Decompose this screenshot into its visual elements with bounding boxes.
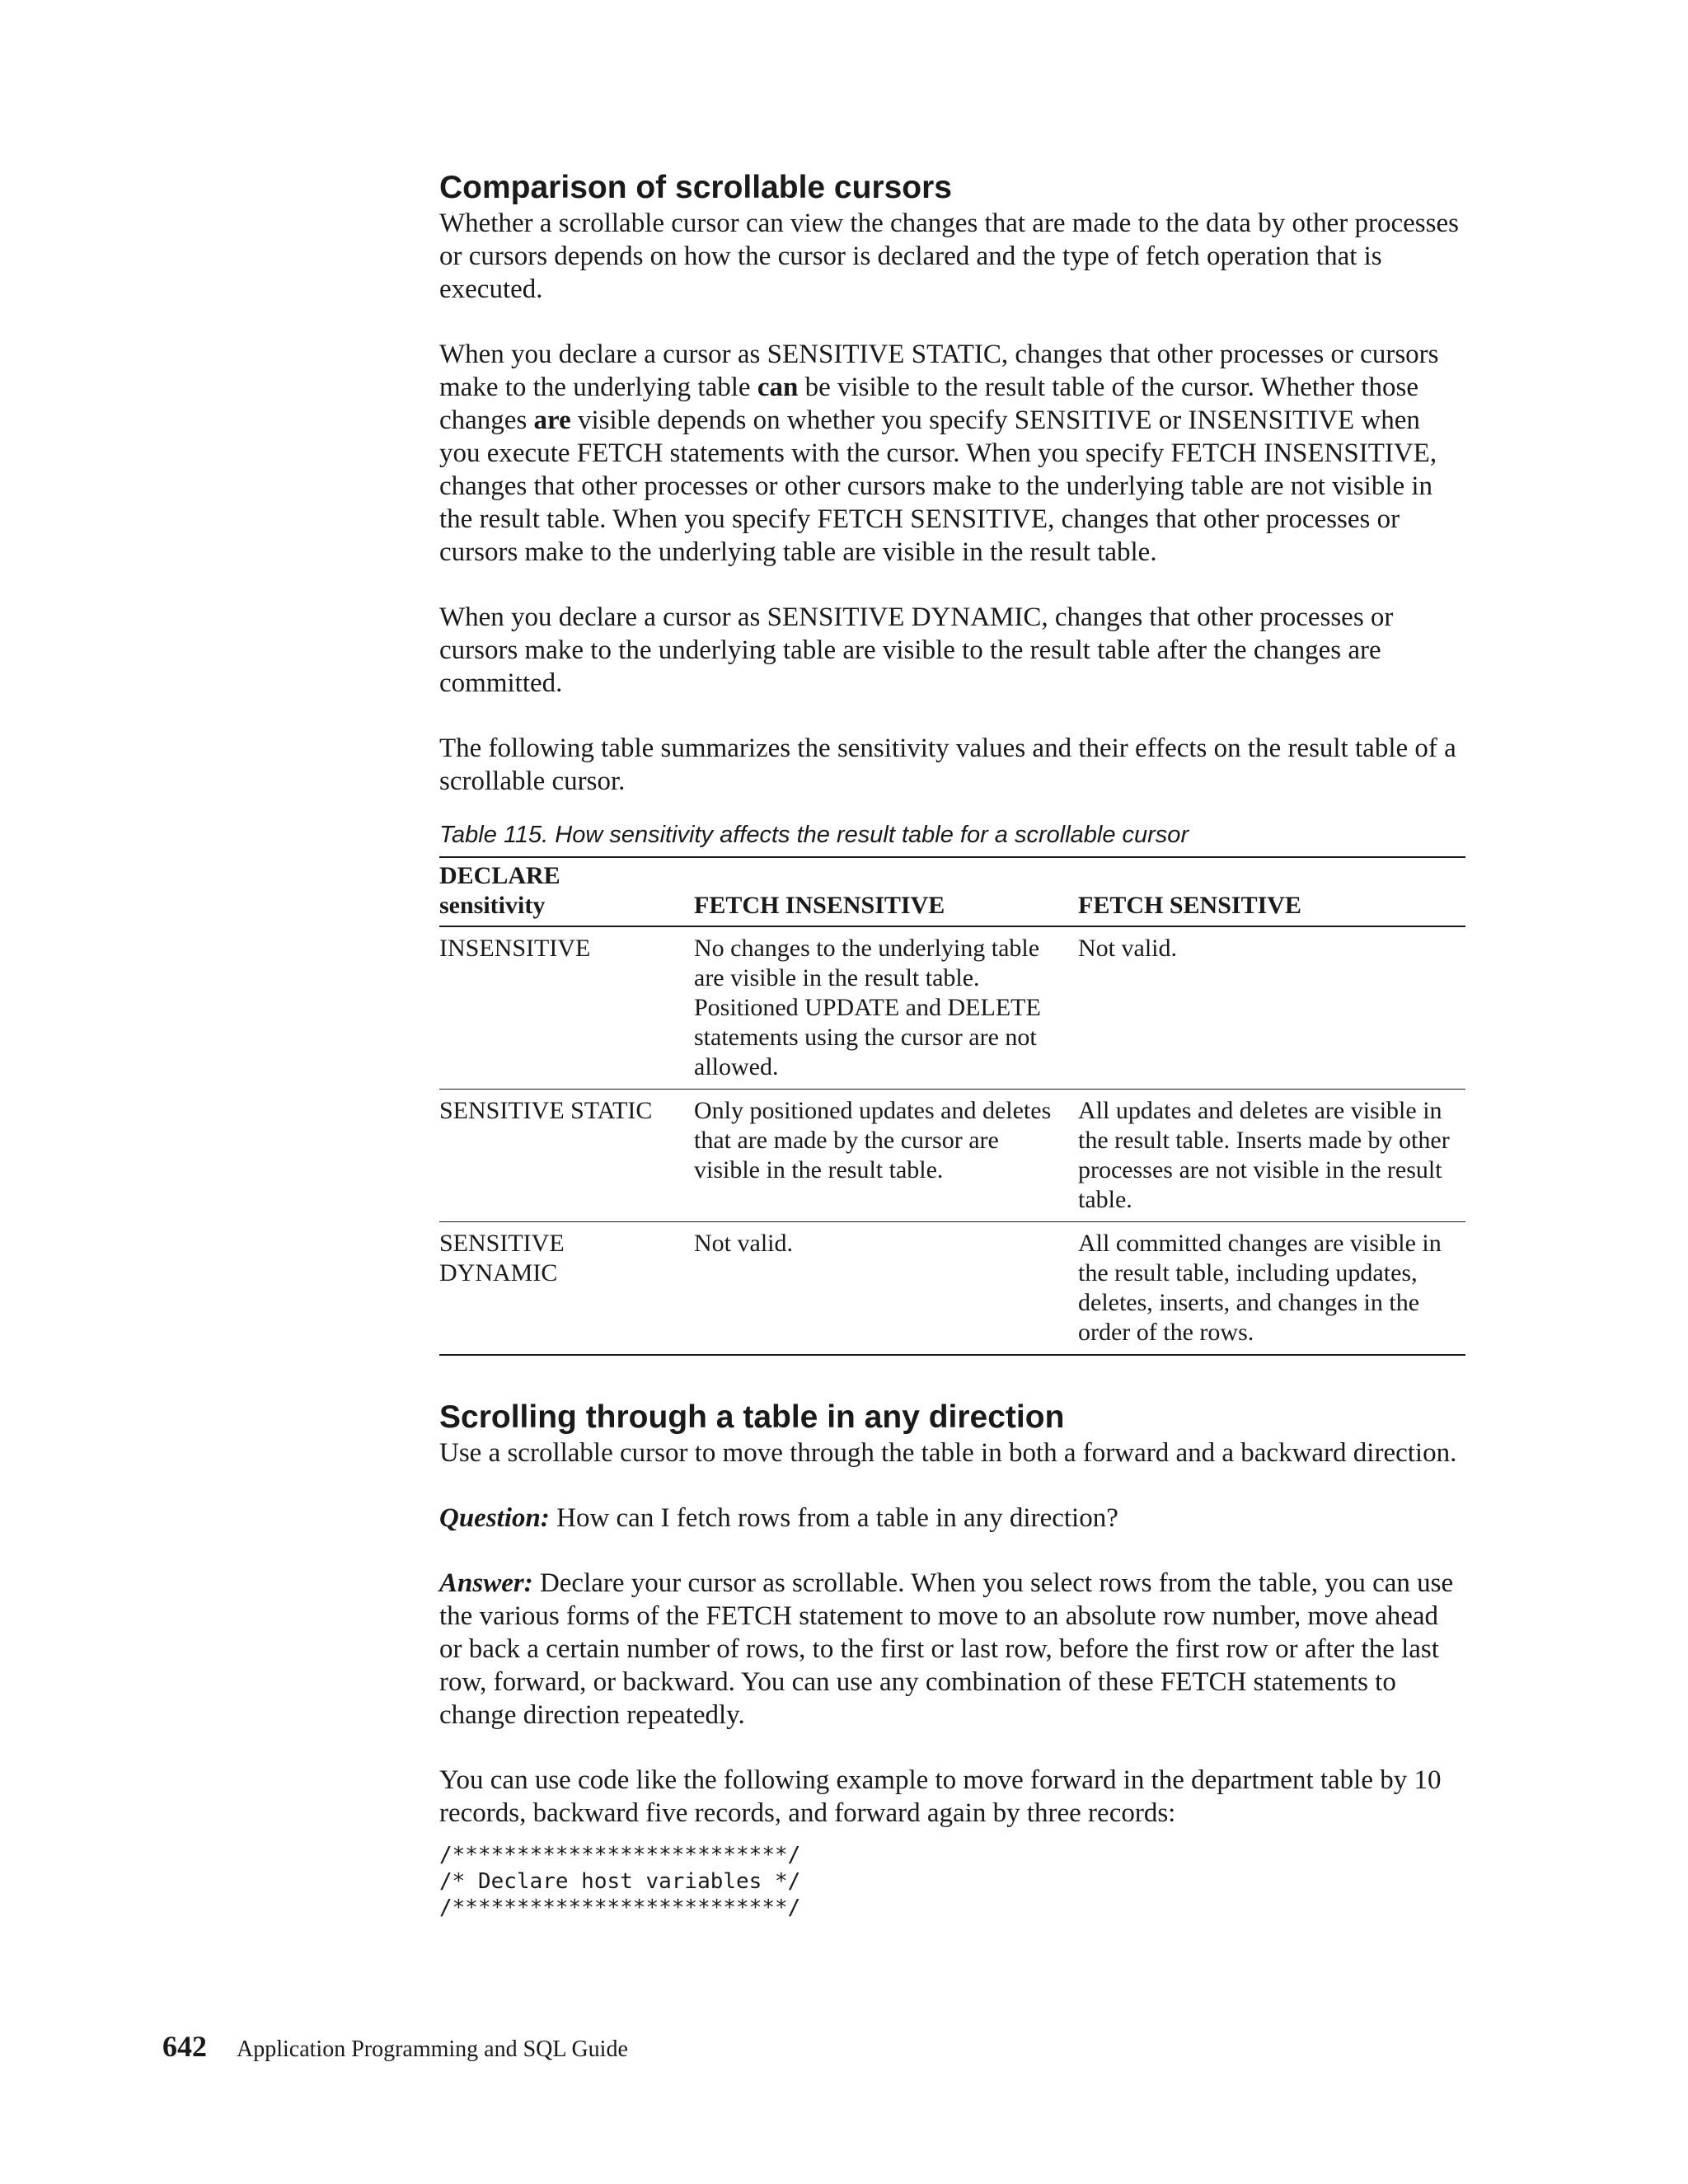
header-declare-sensitivity: DECLARE sensitivity [439,862,560,919]
table-cell: All committed changes are visible in the result table, including updates, deletes, inserts, and changes in the order of the rows. [1078,1230,1442,1346]
table-cell: Not valid. [694,1230,793,1257]
table-cell: All updates and deletes are visible in the result table. Inserts made by other processes are not visible in the result table. [1078,1097,1450,1213]
section-scrolling [439,1399,1465,1921]
text-run: When you declare a cursor as SENSITIVE STATIC, changes that other processes or cursors make to the underlying table [439,340,1439,402]
table-cell: SENSITIVE DYNAMIC [439,1230,565,1286]
paragraph-answer [439,1567,1465,1732]
answer-text: Declare your cursor as scrollable. When you select rows from the table, you can use the various forms of the FETCH statement to move to an absolute row number, move ahead or back a certain number of rows, to the first or last row, before the first row or after the last row, forward, or backward. You can use any combination of these FETCH statements to change direction repeatedly. [439,1568,1454,1730]
code-block: /**************************/ /* Declare host variables */ /**************************/ [439,1843,801,1920]
text-run: visible depends on whether you specify SENSITIVE or INSENSITIVE when you execute FETCH statements with the cursor. When you specify FETCH INSENSITIVE, changes that other processes or other cursors make to the underlying table are not visible in the result table. When you specify FETCH SENSITIVE, changes that other processes or cursors make to the underlying table are visible in the result table. [439,405,1437,567]
page-content [439,169,1465,1921]
paragraph-sensitive-static [439,338,1465,569]
table-row [439,1222,1465,1356]
bold-are: are [533,405,571,435]
text-run: be visible to the result table of the cursor. Whether those changes [439,373,1418,435]
paragraph-code-intro: You can use code like the following example to move forward in the department table by 10 records, backward five records, and forward again by three records: [439,1765,1442,1828]
book-title: Application Programming and SQL Guide [237,2036,628,2062]
answer-label: Answer: [439,1568,533,1598]
table-row [439,926,1465,1090]
question-label: Question: [439,1503,550,1533]
table-cell: INSENSITIVE [439,935,591,962]
bold-can: can [757,373,799,402]
page-footer [162,2029,628,2064]
paragraph-intro: Whether a scrollable cursor can view the changes that are made to the data by other processes or cursors depends on how the cursor is declared and the type of fetch operation that is executed. [439,209,1459,304]
paragraph-table-intro: The following table summarizes the sensitivity values and their effects on the result table of a scrollable cursor. [439,733,1456,796]
paragraph-sensitive-dynamic: When you declare a cursor as SENSITIVE DYNAMIC, changes that other processes or cursors make to the underlying table are visible to the result table after the changes are committed. [439,602,1394,698]
table-cell: Only positioned updates and deletes that are made by the cursor are visible in the result table. [694,1097,1052,1183]
table-cell: No changes to the underlying table are visible in the result table. Positioned UPDATE and DELETE statements using the cursor are not allowed. [694,935,1041,1080]
sensitivity-table [439,856,1465,1356]
table-cell: SENSITIVE STATIC [439,1097,653,1124]
question-text: How can I fetch rows from a table in any direction? [549,1503,1118,1533]
table-row [439,1090,1465,1222]
section-heading-scrolling: Scrolling through a table in any direction [439,1399,1065,1435]
table-caption: Table 115. How sensitivity affects the result table for a scrollable cursor [439,822,1189,848]
table-cell: Not valid. [1078,935,1177,962]
paragraph-question [439,1502,1465,1535]
header-fetch-sensitive: FETCH SENSITIVE [1078,892,1301,919]
table-header-row [439,857,1465,926]
section-heading-comparison: Comparison of scrollable cursors [439,170,953,205]
header-fetch-insensitive: FETCH INSENSITIVE [694,892,945,919]
paragraph-scroll-intro: Use a scrollable cursor to move through the table in both a forward and a backward direction. [439,1438,1457,1468]
page-number: 642 [162,2030,207,2063]
